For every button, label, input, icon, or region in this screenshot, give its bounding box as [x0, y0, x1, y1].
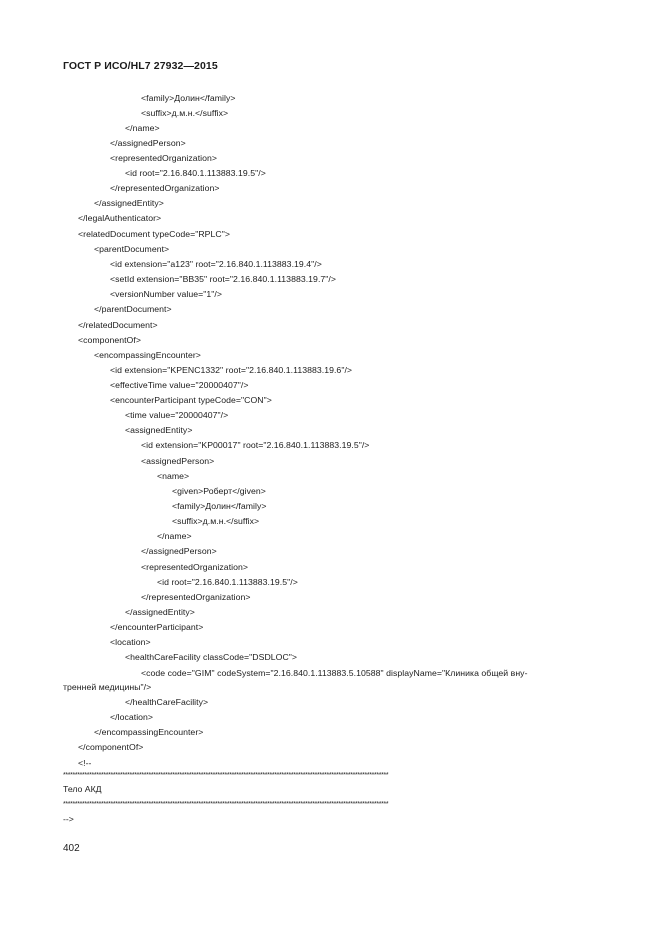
code-line: <location> — [110, 637, 151, 647]
code-line: <given>Роберт</given> — [172, 486, 266, 496]
code-line: <name> — [157, 471, 190, 481]
code-line: </assignedEntity> — [94, 198, 164, 208]
code-line: <family>Долин</family> — [172, 501, 267, 511]
code-line: <suffix>д.м.н.</suffix> — [172, 516, 260, 526]
code-line: <id extension="a123" root="2.16.840.1.113883.19.4"/> — [110, 259, 322, 269]
comment-close: --> — [63, 814, 74, 824]
code-line: </componentOf> — [78, 742, 144, 752]
code-line: <parentDocument> — [94, 244, 170, 254]
code-line: </parentDocument> — [94, 304, 172, 314]
code-line: </assignedPerson> — [110, 138, 186, 148]
code-line: <versionNumber value="1"/> — [110, 289, 223, 299]
code-line: <relatedDocument typeCode="RPLC"> — [78, 229, 230, 239]
code-line: <effectiveTime value="20000407"/> — [110, 380, 249, 390]
code-line: <setId extension="BB35" root="2.16.840.1.113883.19.7"/> — [110, 274, 337, 284]
code-line: <id extension="KPENC1332" root="2.16.840.1.113883.19.6"/> — [110, 365, 353, 375]
code-line: <encompassingEncounter> — [94, 350, 201, 360]
code-line: </assignedEntity> — [125, 607, 195, 617]
code-line: </location> — [110, 712, 154, 722]
comment-label: Тело АКД — [63, 784, 102, 794]
document-header: ГОСТ Р ИСО/HL7 27932—2015 — [63, 60, 218, 72]
code-line: <id extension="KP00017" root="2.16.840.1.113883.19.5"/> — [141, 440, 370, 450]
code-line: <componentOf> — [78, 335, 141, 345]
code-line: <time value="20000407"/> — [125, 410, 229, 420]
code-line: <family>Долин</family> — [141, 93, 236, 103]
code-line: </encounterParticipant> — [110, 622, 204, 632]
code-line: </representedOrganization> — [110, 183, 220, 193]
code-line: <id root="2.16.840.1.113883.19.5"/> — [157, 577, 298, 587]
code-line: </relatedDocument> — [78, 320, 158, 330]
code-line: <!-- — [78, 758, 92, 768]
code-line: </assignedPerson> — [141, 546, 217, 556]
code-line: </encompassingEncounter> — [94, 727, 204, 737]
code-line: <id root="2.16.840.1.113883.19.5"/> — [125, 168, 266, 178]
code-line: </legalAuthenticator> — [78, 213, 162, 223]
code-line: <code code="GIM" codeSystem="2.16.840.1.113883.5.10588" displayName="Клиника общей вну- — [141, 668, 528, 678]
code-line: <representedOrganization> — [141, 562, 249, 572]
code-line: <assignedPerson> — [141, 456, 215, 466]
comment-stars-top: ***************************************************************************************************************************************** — [63, 772, 389, 779]
comment-stars-bottom: ***************************************************************************************************************************************** — [63, 801, 389, 808]
code-line: </healthCareFacility> — [125, 697, 209, 707]
code-line: </name> — [157, 531, 192, 541]
code-line: </representedOrganization> — [141, 592, 251, 602]
code-line: <suffix>д.м.н.</suffix> — [141, 108, 229, 118]
code-line: <encounterParticipant typeCode="CON"> — [110, 395, 272, 405]
page-number: 402 — [63, 843, 80, 854]
code-line: </name> — [125, 123, 160, 133]
code-line: <assignedEntity> — [125, 425, 193, 435]
code-line: <representedOrganization> — [110, 153, 218, 163]
code-line: тренней медицины"/> — [63, 682, 152, 692]
code-line: <healthCareFacility classCode="DSDLOC"> — [125, 652, 298, 662]
